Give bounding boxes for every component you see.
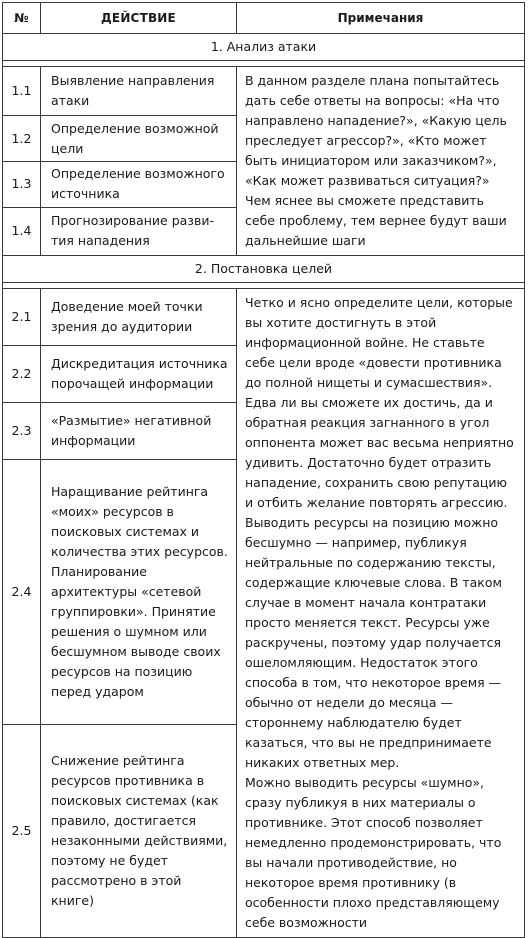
row-num: 1.3 <box>3 162 41 208</box>
row-action: Определение возможного источника <box>41 162 237 208</box>
table-row <box>3 289 525 346</box>
note-paragraph: Можно выводить ресурсы «шумно», сразу публикуя в них материалы о противнике. Этот способ позволяет немедленно продемонстрировать, что вы начали противодействие, но некоторое время противнику (в особенности плохо представляющему себе возможности <box>245 775 502 930</box>
note-paragraph: Четко и ясно определите цели, которые вы хотите достигнуть в этой информационной войне. Не ставьте себе цели вроде «довести противника до полной нищеты и сумасшествия». Едва ли вы сможете их достичь, да и обратная реакция загнанного в угол оппонента может вас весьма неприятно удивить. Достаточно будет отразить нападение, сохранить свою репутацию и отбить желание повторять агрессию. Выводить ресурсы на позицию можно бесшумно — например, публикуя нейтральные по содержанию тексты, содержащие ключевые слова. В таком случае в момент начала контратаки просто меняется текст. Ресурсы уже раскручены, поэтому удар получается ошеломляющим. Недостаток этого способа в том, что некоторое время — обычно от недели до месяца — стороннему наблюдателю будет казаться, что вы не предпринимаете никаких ответных мер. <box>245 295 514 770</box>
row-num: 1.2 <box>3 116 41 162</box>
table-row <box>3 67 525 116</box>
header-num: № <box>3 3 41 34</box>
header-action: ДЕЙСТВИЕ <box>41 3 237 34</box>
section-title-1: 1. Анализ атаки <box>3 34 525 61</box>
row-action: Наращивание рейтинга «моих» ресурсов в поисковых системах и количества этих ресурсов. Планирование архитектуры «сетевой группировки». Принятие решения о шумном или бесшумном выводе своих ресурсов на позицию перед ударом <box>41 460 237 725</box>
row-num: 2.3 <box>3 402 41 459</box>
section-title-2: 2. Постановка целей <box>3 256 525 283</box>
section-row-2 <box>3 256 525 283</box>
row-action: Выявление направления атаки <box>41 67 237 116</box>
row-num: 2.5 <box>3 724 41 937</box>
header-row <box>3 3 525 34</box>
note-paragraph: В данном разделе плана попытайтесь дать себе ответы на вопросы: «На что направлено нападение?», «Какую цель преследует агрессор?», «Кто может быть инициатором или заказчиком?», «Как может развиваться ситуация?» <box>245 73 507 188</box>
row-action: Прогнозирование развития нападения <box>41 207 237 255</box>
plan-table <box>2 2 525 938</box>
section-note-1 <box>237 67 525 256</box>
row-num: 1.4 <box>3 207 41 255</box>
row-action: Снижение рейтинга ресурсов противника в поисковых системах (как правило, достигается незаконными действиями, поэтому не будет рассмотрено в этой книге) <box>41 724 237 937</box>
row-action: «Размытие» негативной информации <box>41 402 237 459</box>
row-num: 2.1 <box>3 289 41 346</box>
row-action: Дискредитация источника порочащей информации <box>41 346 237 402</box>
note-paragraph: Чем яснее вы сможете представить себе проблему, тем вернее будут ваши дальнейшие шаги <box>245 193 507 248</box>
row-action: Определение возможной цели <box>41 116 237 162</box>
header-notes: Примечания <box>237 3 525 34</box>
row-num: 2.2 <box>3 346 41 402</box>
section-note-2 <box>237 289 525 938</box>
row-num: 2.4 <box>3 460 41 725</box>
row-action: Доведение моей точки зрения до аудитории <box>41 289 237 346</box>
section-row-1 <box>3 34 525 61</box>
row-num: 1.1 <box>3 67 41 116</box>
